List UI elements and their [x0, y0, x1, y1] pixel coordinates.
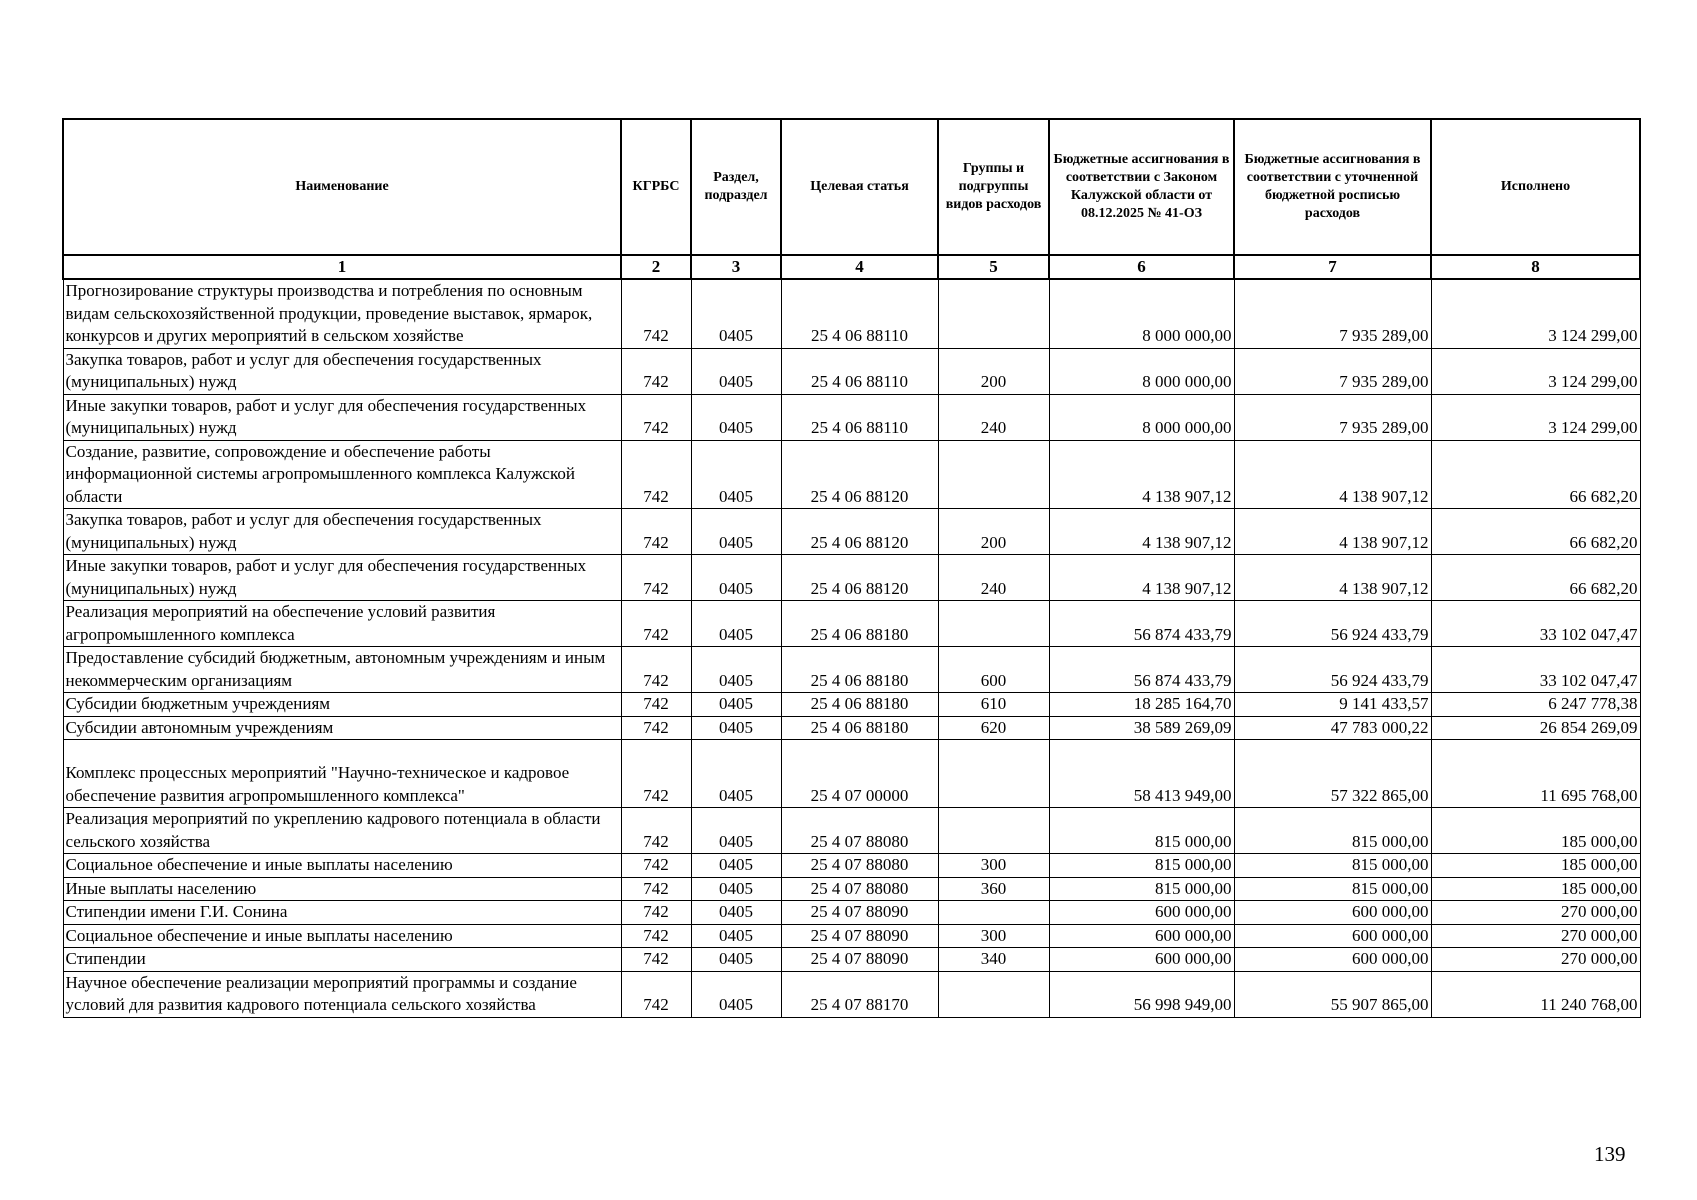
row-law-allocation: 4 138 907,12	[1049, 555, 1234, 601]
table-row	[63, 740, 1640, 808]
row-name: Иные закупки товаров, работ и услуг для обеспечения государственных (муниципальных) нужд	[63, 555, 621, 601]
column-number: 5	[938, 255, 1049, 279]
row-executed: 11 240 768,00	[1431, 971, 1640, 1017]
table-row	[63, 509, 1640, 555]
row-section: 0405	[691, 348, 781, 394]
row-executed: 66 682,20	[1431, 509, 1640, 555]
row-law-allocation: 600 000,00	[1049, 924, 1234, 948]
row-kgrbs: 742	[621, 647, 691, 693]
table-row	[63, 924, 1640, 948]
row-law-allocation: 58 413 949,00	[1049, 740, 1234, 808]
row-refined-allocation: 815 000,00	[1234, 854, 1431, 878]
row-section: 0405	[691, 440, 781, 509]
row-law-allocation: 8 000 000,00	[1049, 348, 1234, 394]
row-expense-group: 240	[938, 394, 1049, 440]
row-name: Иные закупки товаров, работ и услуг для обеспечения государственных (муниципальных) нужд	[63, 394, 621, 440]
row-expense-group	[938, 901, 1049, 925]
row-target-article: 25 4 07 00000	[781, 740, 938, 808]
header-name: Наименование	[63, 119, 621, 255]
row-refined-allocation: 600 000,00	[1234, 901, 1431, 925]
row-section: 0405	[691, 601, 781, 647]
row-refined-allocation: 815 000,00	[1234, 877, 1431, 901]
row-section: 0405	[691, 740, 781, 808]
column-number: 8	[1431, 255, 1640, 279]
row-executed: 26 854 269,09	[1431, 716, 1640, 740]
row-target-article: 25 4 06 88180	[781, 716, 938, 740]
row-expense-group: 300	[938, 924, 1049, 948]
table-row	[63, 854, 1640, 878]
row-law-allocation: 56 874 433,79	[1049, 647, 1234, 693]
row-expense-group	[938, 808, 1049, 854]
table-row	[63, 971, 1640, 1017]
row-target-article: 25 4 06 88120	[781, 440, 938, 509]
row-section: 0405	[691, 901, 781, 925]
row-section: 0405	[691, 971, 781, 1017]
row-expense-group	[938, 279, 1049, 348]
row-target-article: 25 4 07 88080	[781, 854, 938, 878]
row-name: Научное обеспечение реализации мероприятий программы и создание условий для развития кадрового потенциала сельского хозяйства	[63, 971, 621, 1017]
column-number: 4	[781, 255, 938, 279]
column-number: 2	[621, 255, 691, 279]
row-kgrbs: 742	[621, 808, 691, 854]
row-section: 0405	[691, 716, 781, 740]
row-law-allocation: 18 285 164,70	[1049, 693, 1234, 717]
header-executed: Исполнено	[1431, 119, 1640, 255]
row-target-article: 25 4 06 88110	[781, 394, 938, 440]
row-executed: 270 000,00	[1431, 948, 1640, 972]
table-row	[63, 901, 1640, 925]
row-target-article: 25 4 07 88080	[781, 808, 938, 854]
table-row	[63, 716, 1640, 740]
row-executed: 3 124 299,00	[1431, 348, 1640, 394]
row-executed: 270 000,00	[1431, 924, 1640, 948]
table-row	[63, 808, 1640, 854]
row-section: 0405	[691, 948, 781, 972]
row-kgrbs: 742	[621, 555, 691, 601]
row-executed: 66 682,20	[1431, 555, 1640, 601]
header-refined-allocations: Бюджетные ассигнования в соответствии с уточненной бюджетной росписью расходов	[1234, 119, 1431, 255]
row-target-article: 25 4 06 88180	[781, 647, 938, 693]
header-law-allocations: Бюджетные ассигнования в соответствии с Законом Калужской области от 08.12.2025 № 41-ОЗ	[1049, 119, 1234, 255]
row-law-allocation: 8 000 000,00	[1049, 394, 1234, 440]
row-section: 0405	[691, 808, 781, 854]
row-target-article: 25 4 06 88180	[781, 693, 938, 717]
row-name: Прогнозирование структуры производства и потребления по основным видам сельскохозяйственной продукции, проведение выставок, ярмарок, конкурсов и других мероприятий в сельском хозяйстве	[63, 279, 621, 348]
column-number: 1	[63, 255, 621, 279]
row-refined-allocation: 7 935 289,00	[1234, 394, 1431, 440]
row-refined-allocation: 4 138 907,12	[1234, 440, 1431, 509]
row-refined-allocation: 4 138 907,12	[1234, 555, 1431, 601]
row-refined-allocation: 56 924 433,79	[1234, 601, 1431, 647]
row-executed: 3 124 299,00	[1431, 279, 1640, 348]
row-refined-allocation: 56 924 433,79	[1234, 647, 1431, 693]
row-executed: 33 102 047,47	[1431, 647, 1640, 693]
table-row	[63, 555, 1640, 601]
row-refined-allocation: 47 783 000,22	[1234, 716, 1431, 740]
row-refined-allocation: 4 138 907,12	[1234, 509, 1431, 555]
row-section: 0405	[691, 877, 781, 901]
row-target-article: 25 4 07 88090	[781, 901, 938, 925]
row-expense-group	[938, 601, 1049, 647]
row-expense-group	[938, 440, 1049, 509]
row-executed: 270 000,00	[1431, 901, 1640, 925]
row-name: Комплекс процессных мероприятий "Научно-техническое и кадровое обеспечение развития агропромышленного комплекса"	[63, 740, 621, 808]
row-refined-allocation: 55 907 865,00	[1234, 971, 1431, 1017]
row-section: 0405	[691, 647, 781, 693]
table-row	[63, 279, 1640, 348]
row-refined-allocation: 600 000,00	[1234, 948, 1431, 972]
row-kgrbs: 742	[621, 440, 691, 509]
row-target-article: 25 4 07 88170	[781, 971, 938, 1017]
row-refined-allocation: 9 141 433,57	[1234, 693, 1431, 717]
row-expense-group: 300	[938, 854, 1049, 878]
row-name: Субсидии бюджетным учреждениям	[63, 693, 621, 717]
row-law-allocation: 815 000,00	[1049, 854, 1234, 878]
row-name: Субсидии автономным учреждениям	[63, 716, 621, 740]
table-row	[63, 601, 1640, 647]
header-expense-groups: Группы и подгруппы видов расходов	[938, 119, 1049, 255]
row-section: 0405	[691, 854, 781, 878]
row-target-article: 25 4 06 88120	[781, 509, 938, 555]
row-kgrbs: 742	[621, 948, 691, 972]
table-row	[63, 394, 1640, 440]
header-section: Раздел, подраздел	[691, 119, 781, 255]
row-target-article: 25 4 07 88080	[781, 877, 938, 901]
row-section: 0405	[691, 693, 781, 717]
row-name: Социальное обеспечение и иные выплаты населению	[63, 924, 621, 948]
row-expense-group	[938, 971, 1049, 1017]
row-kgrbs: 742	[621, 716, 691, 740]
row-target-article: 25 4 07 88090	[781, 924, 938, 948]
row-law-allocation: 815 000,00	[1049, 877, 1234, 901]
row-target-article: 25 4 06 88180	[781, 601, 938, 647]
column-number: 3	[691, 255, 781, 279]
row-name: Иные выплаты населению	[63, 877, 621, 901]
column-number: 6	[1049, 255, 1234, 279]
table-row	[63, 877, 1640, 901]
row-expense-group: 610	[938, 693, 1049, 717]
row-law-allocation: 56 998 949,00	[1049, 971, 1234, 1017]
table-row	[63, 440, 1640, 509]
row-target-article: 25 4 06 88120	[781, 555, 938, 601]
row-kgrbs: 742	[621, 693, 691, 717]
row-kgrbs: 742	[621, 854, 691, 878]
row-executed: 11 695 768,00	[1431, 740, 1640, 808]
table-row	[63, 693, 1640, 717]
row-law-allocation: 38 589 269,09	[1049, 716, 1234, 740]
row-expense-group: 240	[938, 555, 1049, 601]
row-expense-group: 620	[938, 716, 1049, 740]
row-law-allocation: 8 000 000,00	[1049, 279, 1234, 348]
row-expense-group: 360	[938, 877, 1049, 901]
row-expense-group: 600	[938, 647, 1049, 693]
row-law-allocation: 600 000,00	[1049, 948, 1234, 972]
row-law-allocation: 600 000,00	[1049, 901, 1234, 925]
row-kgrbs: 742	[621, 924, 691, 948]
row-section: 0405	[691, 509, 781, 555]
row-name: Закупка товаров, работ и услуг для обеспечения государственных (муниципальных) нужд	[63, 348, 621, 394]
header-row	[63, 119, 1640, 255]
row-expense-group: 200	[938, 509, 1049, 555]
row-executed: 6 247 778,38	[1431, 693, 1640, 717]
row-section: 0405	[691, 394, 781, 440]
row-expense-group: 340	[938, 948, 1049, 972]
row-executed: 185 000,00	[1431, 808, 1640, 854]
row-target-article: 25 4 07 88090	[781, 948, 938, 972]
row-law-allocation: 4 138 907,12	[1049, 440, 1234, 509]
row-executed: 185 000,00	[1431, 854, 1640, 878]
row-section: 0405	[691, 924, 781, 948]
row-kgrbs: 742	[621, 901, 691, 925]
row-kgrbs: 742	[621, 279, 691, 348]
row-section: 0405	[691, 279, 781, 348]
table-row	[63, 348, 1640, 394]
page-number: 139	[1594, 1142, 1626, 1166]
row-name: Реализация мероприятий по укреплению кадрового потенциала в области сельского хозяйства	[63, 808, 621, 854]
row-name: Стипендии	[63, 948, 621, 972]
column-number-row	[63, 255, 1640, 279]
row-name: Стипендии имени Г.И. Сонина	[63, 901, 621, 925]
row-target-article: 25 4 06 88110	[781, 279, 938, 348]
table-row	[63, 948, 1640, 972]
row-expense-group	[938, 740, 1049, 808]
header-kgrbs: КГРБС	[621, 119, 691, 255]
row-kgrbs: 742	[621, 348, 691, 394]
row-law-allocation: 4 138 907,12	[1049, 509, 1234, 555]
row-kgrbs: 742	[621, 394, 691, 440]
row-law-allocation: 56 874 433,79	[1049, 601, 1234, 647]
row-kgrbs: 742	[621, 601, 691, 647]
budget-table	[62, 118, 1641, 1018]
row-refined-allocation: 600 000,00	[1234, 924, 1431, 948]
row-kgrbs: 742	[621, 509, 691, 555]
row-refined-allocation: 7 935 289,00	[1234, 279, 1431, 348]
table-row	[63, 647, 1640, 693]
row-name: Реализация мероприятий на обеспечение условий развития агропромышленного комплекса	[63, 601, 621, 647]
column-number: 7	[1234, 255, 1431, 279]
row-kgrbs: 742	[621, 740, 691, 808]
row-refined-allocation: 57 322 865,00	[1234, 740, 1431, 808]
row-executed: 3 124 299,00	[1431, 394, 1640, 440]
row-kgrbs: 742	[621, 877, 691, 901]
row-target-article: 25 4 06 88110	[781, 348, 938, 394]
row-refined-allocation: 7 935 289,00	[1234, 348, 1431, 394]
row-section: 0405	[691, 555, 781, 601]
row-expense-group: 200	[938, 348, 1049, 394]
header-target-article: Целевая статья	[781, 119, 938, 255]
row-law-allocation: 815 000,00	[1049, 808, 1234, 854]
row-name: Социальное обеспечение и иные выплаты населению	[63, 854, 621, 878]
row-executed: 185 000,00	[1431, 877, 1640, 901]
row-name: Закупка товаров, работ и услуг для обеспечения государственных (муниципальных) нужд	[63, 509, 621, 555]
row-name: Предоставление субсидий бюджетным, автономным учреждениям и иным некоммерческим организациям	[63, 647, 621, 693]
row-executed: 66 682,20	[1431, 440, 1640, 509]
row-refined-allocation: 815 000,00	[1234, 808, 1431, 854]
row-executed: 33 102 047,47	[1431, 601, 1640, 647]
row-name: Создание, развитие, сопровождение и обеспечение работы информационной системы агропромышленного комплекса Калужской области	[63, 440, 621, 509]
row-kgrbs: 742	[621, 971, 691, 1017]
